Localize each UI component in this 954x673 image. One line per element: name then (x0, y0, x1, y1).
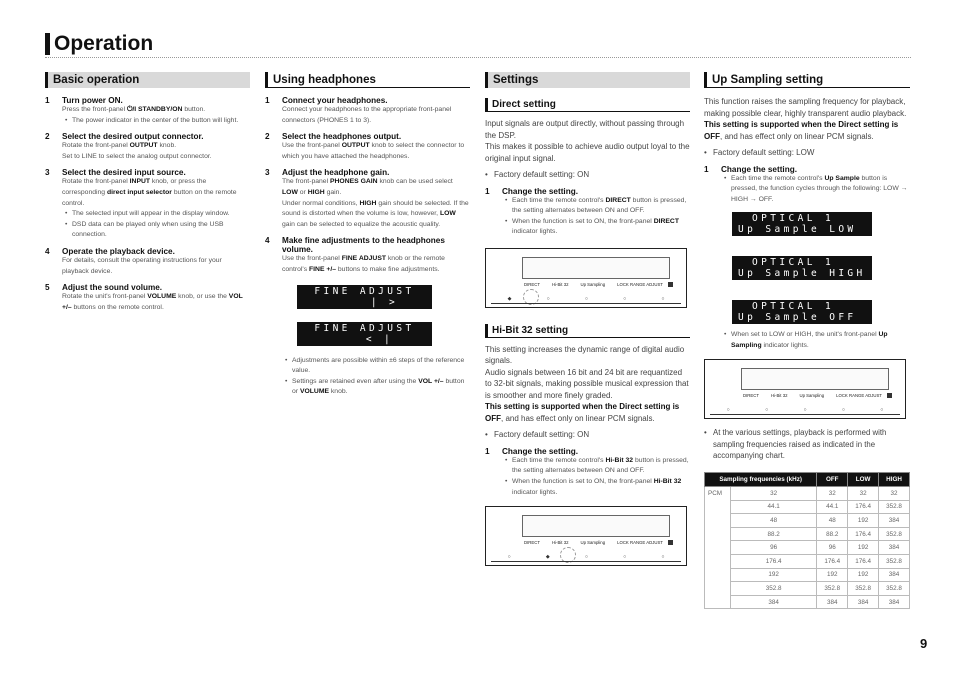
direct-default: • Factory default setting: ON (485, 169, 690, 181)
sampling-frequency-table (704, 472, 910, 609)
headphones-note-2: • Settings are retained even after using the VOL +/– button or VOLUME knob. (285, 377, 470, 398)
hibit-desc-2: Audio signals between 16 bit and 24 bit are requantized to 32-bit signals, making possible musical expression that is smoother and more finely graded. (485, 367, 689, 400)
table-cell: 32 (848, 486, 879, 500)
title-divider (45, 57, 911, 58)
hibit-default: • Factory default setting: ON (485, 429, 690, 441)
table-cell: 192 (848, 541, 879, 555)
power-indicator (668, 282, 673, 287)
headphones-step-3-desc: The front-panel PHONES GAIN knob can be used select LOW or HIGH gain. Under normal conditions, HIGH gain should be selected. If the sound is distorted when the volume is low, however, LOW gain can be selected to equalize the acoustic quality. (282, 178, 469, 228)
table-cell: 352.8 (879, 554, 910, 568)
table-row (705, 541, 910, 555)
basic-step-3-desc: Rotate the front-panel INPUT knob, or press the corresponding direct input selector button on the remote control. (62, 178, 237, 207)
hibit-note-1: • Each time the remote control's Hi-Bit 32 button is pressed, the setting alternates between ON and OFF. (505, 456, 690, 477)
headphones-heading: Using headphones (265, 72, 470, 88)
settings-heading: Settings (485, 72, 690, 88)
table-cell: 384 (817, 595, 848, 609)
headphones-step-3: 3 Adjust the headphone gain. (265, 168, 390, 178)
front-panel-diagram-hibit (485, 506, 687, 566)
indicator-labels: DIRECT Hi-Bit 32 Up Sampling LOCK RANGE ADJUST (743, 393, 882, 399)
table-cell: 192 (731, 568, 817, 582)
table-cell: 352.8 (879, 500, 910, 514)
table-row (705, 500, 910, 514)
indicator-labels: DIRECT Hi-Bit 32 Up Sampling LOCK RANGE ADJUST (524, 281, 663, 287)
table-cell: 384 (848, 595, 879, 609)
direct-desc-2: This makes it possible to achieve audio output loyal to the original input signal. (485, 142, 690, 163)
page-title: Operation (45, 33, 153, 55)
upsampling-step-1: 1 Change the setting. (704, 164, 797, 174)
basic-operation-heading: Basic operation (45, 72, 250, 88)
direct-desc-1: Input signals are output directly, without passing through the DSP. (485, 119, 685, 140)
hibit-desc-1: This setting increases the dynamic range of digital audio signals. (485, 344, 685, 366)
table-cell: 176.4 (848, 527, 879, 541)
direct-note-1: • Each time the remote control's DIRECT button is pressed, the setting alternates between ON and OFF. (505, 196, 690, 217)
hibit-step-1: 1 Change the setting. (485, 446, 578, 456)
table-cell: 88.2 (731, 527, 817, 541)
table-cell: 96 (817, 541, 848, 555)
upsample-display-high: OPTICAL 1 Up Sample HIGH (732, 256, 872, 280)
table-cell: 44.1 (817, 500, 848, 514)
headphones-note-1: • Adjustments are possible within ±6 steps of the reference value. (285, 356, 470, 377)
table-cell: 384 (879, 541, 910, 555)
headphones-column (265, 72, 470, 398)
panel-base (491, 561, 681, 562)
basic-step-3-note-1: • The selected input will appear in the display window. (65, 209, 250, 220)
header-high: HIGH (879, 472, 910, 486)
panel-base (710, 414, 900, 415)
headphones-step-1: 1 Connect your headphones. (265, 96, 388, 105)
fine-adjust-display-right: FINE ADJUST | > (297, 285, 432, 309)
basic-step-3-note-2: • DSD data can be played only when using the USB connection. (65, 220, 250, 241)
power-indicator (887, 393, 892, 398)
table-cell: 384 (879, 514, 910, 528)
fine-adjust-display-left: FINE ADJUST < | (297, 322, 432, 346)
panel-base (491, 303, 681, 304)
headphones-step-4: 4 Make fine adjustments to the headphones volume. (265, 236, 445, 255)
table-cell: 384 (731, 595, 817, 609)
table-cell: 176.4 (848, 500, 879, 514)
table-cell: 44.1 (731, 500, 817, 514)
headphones-step-2-desc: Use the front-panel OUTPUT knob to select the connector to which you have attached the headphones. (282, 142, 465, 160)
upsampling-note-1: • Each time the remote control's Up Sample button is pressed, the function cycles through the following: LOW → HIGH → OFF. (724, 174, 910, 206)
basic-operation-column (45, 72, 250, 313)
table-cell: 352.8 (817, 582, 848, 596)
direct-setting-heading: Direct setting (485, 98, 690, 112)
table-cell: 192 (817, 568, 848, 582)
upsampling-note-3: • At the various settings, playback is performed with sampling frequencies raised as indicated in the accompanying chart. (704, 428, 887, 461)
table-cell: 32 (731, 486, 817, 500)
table-row (705, 514, 910, 528)
panel-buttons: ○ ○ ○ ○ ○ (726, 407, 884, 414)
basic-step-5-desc: Rotate the unit's front-panel VOLUME knob, or use the VOL +/– buttons on the remote control. (62, 293, 243, 311)
direct-step-1: 1 Change the setting. (485, 186, 578, 196)
basic-step-5: 5 Adjust the sound volume. (45, 283, 163, 293)
table-cell: 88.2 (817, 527, 848, 541)
table-cell: 352.8 (879, 527, 910, 541)
table-row (705, 527, 910, 541)
basic-step-4: 4 Operate the playback device. (45, 246, 175, 256)
indicator-labels: DIRECT Hi-Bit 32 Up Sampling LOCK RANGE ADJUST (524, 540, 663, 546)
upsampling-desc-1: This function raises the sampling frequency for playback, making possible clear, highly transparent audio playback. (704, 97, 907, 118)
pcm-label: PCM (705, 486, 731, 608)
header-low: LOW (848, 472, 879, 486)
upsampling-note-2: • When set to LOW or HIGH, the unit's front-panel Up Sampling indicator lights. (724, 330, 910, 351)
table-cell: 192 (848, 514, 879, 528)
table-row (705, 568, 910, 582)
table-cell: 384 (879, 568, 910, 582)
table-cell: 176.4 (731, 554, 817, 568)
basic-step-4-desc: For details, consult the operating instructions for your playback device. (62, 256, 222, 275)
front-panel-diagram-upsampling (704, 359, 906, 419)
table-header-row (705, 472, 910, 486)
basic-step-1-desc: Press the front-panel ⏻/I STANDBY/ON button. (62, 106, 206, 113)
table-cell: 352.8 (731, 582, 817, 596)
upsample-display-off: OPTICAL 1 Up Sample OFF (732, 300, 872, 324)
basic-step-3: 3 Select the desired input source. (45, 168, 186, 178)
front-panel-diagram-direct (485, 248, 687, 308)
display-window (522, 257, 670, 279)
header-sampling-frequencies: Sampling frequencies (kHz) (705, 472, 817, 486)
table-cell: 352.8 (879, 582, 910, 596)
headphones-step-2: 2 Select the headphones output. (265, 132, 402, 142)
direct-note-2: • When the function is set to ON, the front-panel DIRECT indicator lights. (505, 217, 690, 238)
hibit-setting-heading: Hi-Bit 32 setting (485, 324, 690, 338)
table-cell: 176.4 (848, 554, 879, 568)
page-number: 9 (920, 636, 928, 651)
table-cell: 48 (731, 514, 817, 528)
table-cell: 176.4 (817, 554, 848, 568)
basic-step-2-desc: Rotate the front-panel OUTPUT knob. Set to LINE to select the analog output connector. (62, 142, 212, 160)
hibit-note-2: • When the function is set to ON, the front-panel Hi-Bit 32 indicator lights. (505, 477, 690, 498)
table-cell: 48 (817, 514, 848, 528)
upsampling-column (704, 72, 910, 609)
table-row (705, 486, 910, 500)
headphones-step-4-desc: Use the front-panel FINE ADJUST knob or the remote control's FINE +/– buttons to make fine adjustments. (282, 255, 445, 273)
table-cell: 32 (817, 486, 848, 500)
upsample-display-low: OPTICAL 1 Up Sample LOW (732, 212, 872, 236)
table-cell: 192 (848, 568, 879, 582)
settings-column (485, 72, 690, 566)
panel-buttons: ◆ ○ ○ ○ ○ (507, 295, 665, 302)
power-indicator (668, 540, 673, 545)
basic-step-2: 2 Select the desired output connector. (45, 132, 204, 142)
table-row (705, 595, 910, 609)
basic-step-1: 1 Turn power ON. (45, 96, 123, 105)
upsampling-heading: Up Sampling setting (704, 72, 910, 88)
table-cell: 96 (731, 541, 817, 555)
table-cell: 32 (879, 486, 910, 500)
display-window (741, 368, 889, 390)
table-row (705, 554, 910, 568)
table-row (705, 582, 910, 596)
basic-step-1-note: • The power indicator in the center of the button will light. (65, 116, 250, 127)
table-cell: 352.8 (848, 582, 879, 596)
header-off: OFF (817, 472, 848, 486)
upsampling-default: • Factory default setting: LOW (704, 147, 910, 159)
panel-buttons: ○ ◆ ○ ○ ○ (507, 554, 665, 561)
hibit-desc-3: This setting is supported when the Direct setting is OFF, and has effect only on linear PCM signals. (485, 402, 680, 423)
display-window (522, 515, 670, 537)
upsampling-desc-2: This setting is supported when the Direct setting is OFF, and has effect only on linear PCM signals. (704, 120, 899, 141)
table-cell: 384 (879, 595, 910, 609)
headphones-step-1-desc: Connect your headphones to the appropriate front-panel connectors (PHONES 1 to 3). (282, 106, 452, 124)
